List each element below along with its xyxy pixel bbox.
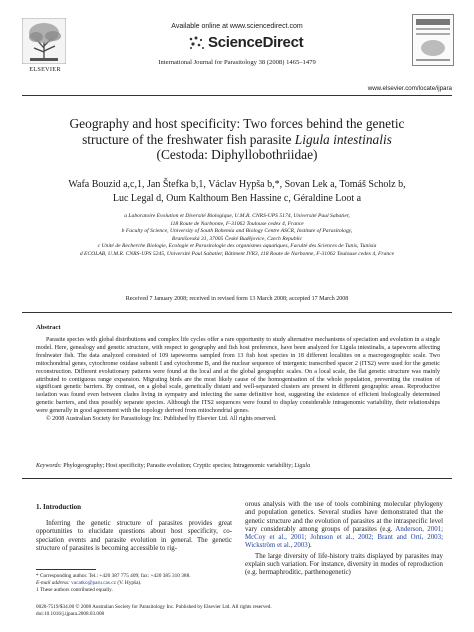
right-para1-end: ). [307,542,312,550]
issn-copyright-line: 0020-7519/$34.00 © 2008 Australian Society for Parasitology Inc. Published by Elsevier Ltd. All rights reserved. [36,604,272,610]
abstract-top-rule [22,312,452,313]
authors-line-1[interactable]: Wafa Bouzid a,c,1, Jan Štefka b,1, Václav Hypša b,*, Sovan Lek a, Tomáš Scholz b, [68,179,406,190]
abstract-heading: Abstract [36,324,61,331]
keywords-label: Keywords: [36,463,62,469]
intro-left-paragraph: Inferring the genetic structure of parasites provides great opportunities to elucidate questions about host specificity, co-speciation events and parasite evolution in general. The genetic structure of parasites is becoming accessible to rig- [36,520,232,552]
email-note [36,580,232,587]
received-dates: Received 7 January 2008; received in revised form 13 March 2008; accepted 17 March 2008 [125,296,349,302]
footnotes [36,573,232,595]
sciencedirect-dots-icon [188,35,206,51]
abstract-body [36,337,440,424]
email-label: E-mail address: [36,580,70,587]
keywords-text: Phylogeography; Host specificity; Parasite evolution; Cryptic species; Intragenomic variability; [63,463,293,469]
affiliation-line: 118 Route de Narbonne, F-31062 Toulouse cedex 4, France [170,220,304,227]
abstract-bottom-rule [22,478,452,479]
abstract-copyright: © 2008 Australian Society for Parasitology Inc. Published by Elsevier Ltd. All rights reserved. [46,416,277,423]
journal-cover-icon [412,14,454,66]
header-rule [22,95,452,96]
article-title [30,116,444,163]
title-line-1: Geography and host specificity: Two forces behind the genetic [69,116,405,131]
sciencedirect-wordmark: ScienceDirect [208,34,304,51]
title-line-2-text: structure of the freshwater fish parasite [82,131,295,147]
intro-right-paragraph-2: The large diversity of life-history traits displayed by parasites may explain such variation. For instance, diversity in modes of reproduction (e.g. hermaphroditic, parthenogenetic) [245,552,443,577]
email-link[interactable]: vacatko@paru.cas.cz [71,580,116,587]
doi-line[interactable]: doi:10.1016/j.ijpara.2008.03.008 [36,610,105,617]
publisher-name: ELSEVIER [29,66,61,73]
available-online-text: Available online at www.sciencedirect.com [171,23,303,30]
affiliation-line: c Unité de Recherche Biologie, Ecologie et Parasitologie des organismes aquatiques, Faculté des Sciences de Tunis, Tunisia [97,243,377,250]
title-species-name: Ligula intestinalis [294,131,392,147]
email-suffix: (V. Hypša). [117,580,142,587]
affiliation-line: Branišovská 31, 37005 České Budějovice, Czech Republic [171,235,303,242]
keywords [36,463,440,469]
corresponding-author-note: * Corresponding author. Tel.: +420 387 775 409; fax: +420 385 310 388. [36,573,191,579]
reference-links[interactable]: Anderson, 2001; McCoy et al., 2001; Johnson et al., 2002; Brant and Ortí, 2003; Wickström et al., 2003 [245,525,444,550]
journal-citation: International Journal for Parasitology 38 (2008) 1465–1479 [158,59,316,66]
footnote-rule [36,569,96,570]
affiliation-line: a Laboratoire Evolution et Diversité Biologique, U.M.R. CNRS-UPS 5174, Université Paul Sabatier, [124,213,350,219]
abstract-text: Parasite species with global distributions and complex life cycles offer a rare opportunity to study alternative mechanisms of speciation and evolution in a single model. Here, genealogy and genetic structure, with respect to geography and fish host preference, have been analyzed for Ligula intestinalis, a tapeworm affecting freshwater fish. The data analyzed consisted of 109 tapeworms sampled from 13 fish host species in 18 different localities on a macrogeographic scale. Two mitochondrial genes, cytochrome oxidase subunit I and cytochrome B, and the nuclear sequence of intergenic transcribed spacer 2 (ITS2) were used for the genetic reconstruction. Different evolutionary patterns were found at the local and at the global geographic scales. On a local scale, the flat genetic structure was mainly attributed to contiguous range expansion. Migrating birds are the most likely cause of the homogenisation of the whole population, preventing the creation of significant genetic barriers. By contrast, on a global scale, genetically distant and well-separated clusters are present in different geographic areas. Reproductive isolation was found even between clades living in sympatry and infecting the same definitive host, suggesting the existence of efficient biologically determined genetic barriers, and thus possibly separate species. Although the ITS2 sequences were found to display considerable intragenomic variability, their relationships were generally in good agreement with the topology derived from mitochondrial genes. [36,337,440,415]
right-para1-text: orous analysis with the use of tools combining molecular phylogeny and population genetics. Several studies have demonstrated that the genetic structure and the evolution of parasites at the intraspecific level vary considerably among groups of parasites (e.g. [245,501,443,533]
affiliation-line: d ECOLAB, U.M.R. CNRS-UPS 5245, Université Paul Sabatier, Bâtiment IVR3, 118 Route de Narbonne, F-31062 Toulouse cedex 4, France [79,250,395,257]
journal-url-link[interactable]: www.elsevier.com/locate/ijpara [367,85,452,92]
title-line-2 [30,132,444,148]
imprint [36,604,336,617]
keywords-last: Ligula [294,463,311,469]
equal-contribution-note: 1 These authors contributed equally. [36,587,113,594]
sciencedirect-logo[interactable] [188,32,304,54]
section-heading-introduction: 1. Introduction [36,503,81,511]
intro-right-column [245,501,443,578]
intro-right-paragraph-1 [245,501,443,551]
affiliations [30,213,444,259]
author-list [30,178,444,205]
affiliation-line: b Faculty of Science, University of South Bohemia and Biology Centre ASCR, Institute of Parasitology, [121,228,353,235]
title-line-3: (Cestoda: Diphyllobothriidae) [156,147,318,162]
authors-line-2[interactable]: Luc Legal d, Oum Kalthoum Ben Hassine c, Géraldine Loot a [112,192,362,204]
